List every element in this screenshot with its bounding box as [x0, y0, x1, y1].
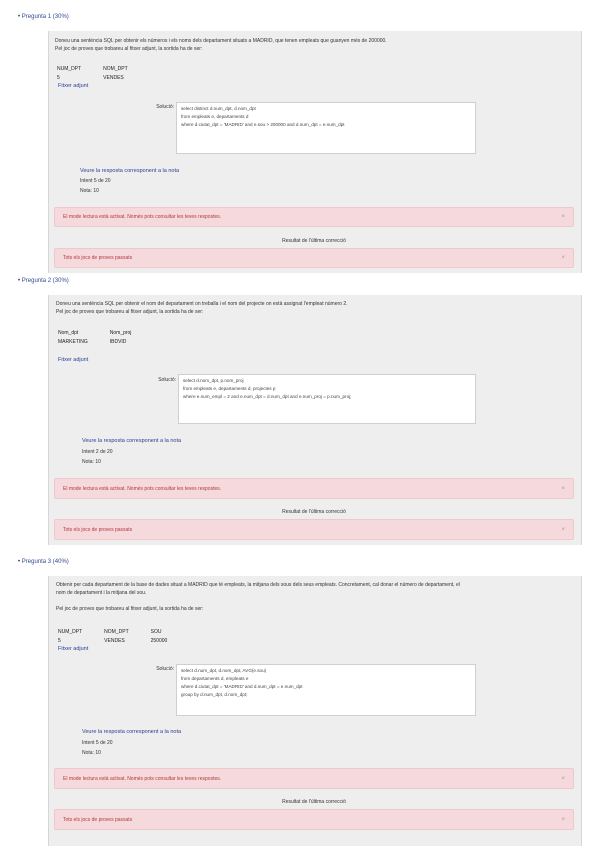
table-header-row: Nom_dpt Nom_proj: [58, 330, 132, 336]
question-1-title: Pregunta 1 (30%): [21, 14, 69, 20]
question-2-result-alert: Tots els jocs de proves passats ×: [54, 519, 574, 540]
question-3-statement: Obtenir per cada departament de la base de dades situat a MADRID que té empleats, la mitjana dels sous dels seus empleats. Concretament, cal donar el número de departament, el nom de departament i la mitjana del sou. Pel joc de proves que trobareu al fitxer adjunt, la sortida ha de ser:: [56, 582, 460, 612]
question-1-readonly-alert: El mode lectura està activat. Només pots consultar les teves respostes. ×: [54, 207, 574, 227]
question-2-result-title: Resultat de l'última correcció: [282, 509, 346, 515]
close-icon[interactable]: ×: [561, 485, 565, 492]
question-2-title: Pregunta 2 (30%): [21, 278, 69, 284]
question-1-answer-link[interactable]: Veure la resposta corresponent a la nota: [80, 168, 180, 174]
question-2-expected-table: [56, 328, 153, 348]
question-1-solution-textarea[interactable]: select distinct d.num_dpt, d.nom_dpt from empleats e, departaments d where d.ciutat_dpt = 'MADRID' and e.sou > 200000 and d.num_dpt = e.num_dpt: [176, 102, 476, 154]
question-1-solution-label: Solució:: [156, 104, 174, 110]
close-icon[interactable]: ×: [561, 526, 565, 533]
question-3-header: • Pregunta 3 (40%): [18, 559, 69, 565]
question-2-solution-textarea[interactable]: select d.nom_dpt, p.nom_proj from empleats e, departaments d, projectes p where e.num_empl = 2 and e.num_dpt = d.num_dpt and e.num_proj = p.num_proj;: [178, 374, 476, 424]
question-2-statement: Doneu una sentència SQL per obtenir el nom del departament on treballa i el nom del projecte on està assignat l'empleat número 2. Pel joc de proves que trobareu al fitxer adjunt, la sortida ha de ser:: [56, 301, 348, 315]
question-3-attachment-link[interactable]: Fitxer adjunt: [58, 646, 89, 652]
question-1-grade: Nota: 10: [80, 188, 99, 194]
table-row: MARKETING IBDVID: [58, 339, 127, 345]
question-2-readonly-alert: El mode lectura està activat. Només pots consultar les teves respostes. ×: [54, 478, 574, 499]
question-3-title: Pregunta 3 (40%): [21, 559, 69, 565]
question-1-attempt: Intent 5 de 20: [80, 178, 111, 184]
question-2-grade: Nota: 10: [82, 459, 101, 465]
question-2-solution-label: Solució:: [158, 377, 176, 383]
question-1-result-title: Resultat de l'última correcció: [282, 238, 346, 244]
question-1-header: • Pregunta 1 (30%): [18, 14, 69, 20]
close-icon[interactable]: ×: [561, 255, 565, 261]
question-3-readonly-alert: El mode lectura està activat. Només pots consultar les teves respostes. ×: [54, 768, 574, 789]
question-3-solution-textarea[interactable]: select d.num_dpt, d.nom_dpt, AVG(e.sou) from departaments d, empleats e where d.ciutat_dpt = 'MADRID' and d.num_dpt = e.num_dpt group by d.num_dpt, d.nom_dpt;: [176, 664, 476, 716]
question-1-statement: Doneu una sentència SQL per obtenir els números i els noms dels departament situats a MADRID, que tenen empleats que guanyen més de 200000. Pel joc de proves que trobareu al fitxer adjunt, la sortida ha de ser:: [55, 38, 387, 52]
question-3-solution-label: Solució:: [156, 666, 174, 672]
question-1-expected-table: [55, 64, 150, 84]
question-3-grade: Nota: 10: [82, 750, 101, 756]
table-row: 5 VENDES: [57, 75, 124, 81]
question-1-result-alert: Tots els jocs de proves passats ×: [54, 248, 574, 268]
question-2-attachment-link[interactable]: Fitxer adjunt: [58, 357, 89, 363]
table-header-row: NUM_DPT NOM_DPT SOU: [58, 629, 162, 635]
question-3-attempt: Intent 5 de 20: [82, 740, 113, 746]
table-row: 5 VENDES 250000: [58, 638, 168, 644]
table-header-row: NUM_DPT NOM_DPT: [57, 66, 128, 72]
question-3-result-alert: Tots els jocs de proves passats ×: [54, 809, 574, 830]
question-2-attempt: Intent 2 de 20: [82, 449, 113, 455]
question-3-expected-table: [56, 627, 189, 647]
close-icon[interactable]: ×: [561, 214, 565, 220]
question-2-header: • Pregunta 2 (30%): [18, 278, 69, 284]
question-3-answer-link[interactable]: Veure la resposta corresponent a la nota: [82, 729, 182, 735]
question-2-answer-link[interactable]: Veure la resposta corresponent a la nota: [82, 438, 182, 444]
close-icon[interactable]: ×: [561, 816, 565, 823]
question-1-attachment-link[interactable]: Fitxer adjunt: [58, 83, 89, 89]
question-3-result-title: Resultat de l'última correcció: [282, 799, 346, 805]
close-icon[interactable]: ×: [561, 775, 565, 782]
